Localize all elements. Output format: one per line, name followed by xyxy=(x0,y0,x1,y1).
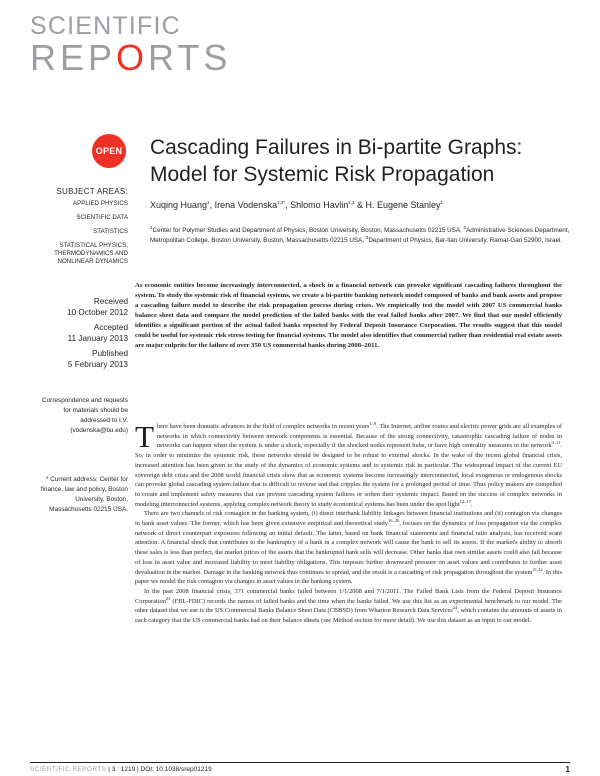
subject-areas xyxy=(18,187,128,272)
logo-line-2: REPORTS xyxy=(30,37,232,78)
accepted-label: Accepted xyxy=(93,323,128,332)
drop-cap: T xyxy=(135,419,154,454)
page-number: 1 xyxy=(565,765,570,774)
subject-link[interactable]: STATISTICAL PHYSICS, THERMODYNAMICS AND NONLINEAR DYNAMICS xyxy=(54,242,128,265)
subject-link[interactable]: APPLIED PHYSICS xyxy=(72,200,128,207)
author-list: Xuqing Huang$^1$, Irena Vodenska$^{1,2*}$, Shlomo Havlin$^{1,3}$ & H. Eugene Stanley$^1$ xyxy=(150,200,444,210)
logo-line-1: SCIENTIFIC xyxy=(30,12,181,40)
subject-link[interactable]: STATISTICS xyxy=(93,228,128,235)
article-body xyxy=(135,419,563,626)
published-label: Published xyxy=(92,349,128,358)
abstract: As economic entities become increasingly interconnected, a shock in a financial network can provoke significant cascading failures throughout the system. To study the systemic risk of financial systems, we create a bi-partite banking network model composed of banks and bank assets and propose a cascading failure model to describe the risk propagation process during crises. We empirically test the model with 2007 US commercial banks balance sheet data and compare the model prediction of the failed banks with the real failed banks after 2007. We find that our model efficiently identifies a significant portion of the actual failed banks reported by Federal Deposit Insurance Corporation. The results suggest that this model could be useful for systemic risk stress testing for financial systems. The model also identifies that commercial rather than residential real estate assets are major culprits for the failure of over 350 US commercial banks during 2008–2011. xyxy=(135,282,562,349)
journal-logo xyxy=(30,12,231,76)
published-date: 5 February 2013 xyxy=(67,360,128,369)
author-name: Irena Vodenska xyxy=(214,200,278,210)
author-name: Xuqing Huang xyxy=(150,200,208,210)
publication-dates xyxy=(18,296,128,374)
received-label: Received xyxy=(93,297,128,306)
open-access-badge: OPEN xyxy=(92,134,126,168)
footer-citation xyxy=(30,766,212,773)
subject-areas-heading: SUBJECT AREAS: xyxy=(56,187,128,196)
body-paragraph: There are two channels of risk contagion in the banking system, (i) direct interbank liability linkages between financial institutions and (ii) contagion via changes in bank asset values. The former, which has been given extensive empirical and theoretical study$^{16-20}$, focuses on the dynamics of loss propagation via the complex network of direct counterpart exposures following an initial default. The latter, based on bank financial statements and financial ratio analysis, has received scant attention. A financial shock that contributes to the bankruptcy of a bank in a complex network will cause the bank to sell its assets. If the market's ability to absorb these sales is less than perfect, the market prices of the assets that the bankrupted bank sells will decrease. Other banks that own similar assets could also fail because of loss in asset value and increased liability to meet liability obligations. This imposes further downward pressure on asset values and contributes to further asset devaluation in the market. Damage in the banking network thus continues to spread, and the result is a cascading of risk propagation throughout the system$^{21,22}$. In this paper we model the risk contagion via changes in asset values in the banking system. xyxy=(135,510,563,586)
article-title: Cascading Failures in Bi-partite Graphs: Model for Systemic Risk Propagation xyxy=(150,136,523,186)
footer-rule xyxy=(30,762,570,763)
affiliations: $^1$Center for Polymer Studies and Department of Physics, Boston University, Boston, Massachusetts 02215 USA, $^2$Administrative Sciences Department, Metropolitan College, Boston University, Boston, Massachusetts 02215 USA, $^3$Department of Physics, Bar-Ilan University, Ramat-Gan 52900, Israel. xyxy=(150,224,570,244)
author-name: H. Eugene Stanley xyxy=(365,200,441,210)
author-name: Shlomo Havlin xyxy=(290,200,349,210)
received-date: 10 October 2012 xyxy=(67,308,128,317)
body-paragraph: In the past 2008 financial crisis, 371 commercial banks failed between 1/1/2008 and 7/1/2011. The Failed Bank Lists from the Federal Deposit Insurance Corporation$^{23}$ (FBL-FDIC) records the names of failed banks and the time when the banks failed. We use this list as an experimental benchmark to our model. The other dataset that we use is the US Commercial Banks Balance Sheet Data (CBBSD) from Wharton Research Data Services$^{24}$, which contains the amounts of assets in each category that the US commercial banks had on their balance sheets (see Method section for more detail). We use this dataset as an input to our model. xyxy=(135,587,562,625)
current-address-note: * Current address: Center for finance, law and policy, Boston University, Boston, Massachusetts 02215 USA. xyxy=(40,476,128,513)
subject-link[interactable]: SCIENTIFIC DATA xyxy=(76,214,128,221)
footer-journal-name: SCIENTIFIC REPORTS xyxy=(30,766,107,773)
body-paragraph: There have been dramatic advances in the field of complex networks in recent years$^{1-9}$. The Internet, airline routes and electric power grids are all examples of networks in which connectivity between network components is essential. Because of the strong connectivity, catastrophic cascading failure of nodes in networks can happen when the system is under a shock, especially if the shocked nodes represent hubs, or have high centrality measures in the network$^{9-11}$. So, in order to minimize the systemic risk, these networks should be designed to be robust to external shocks. In the wake of the recent global financial crisis, increased attention has been given to the study of the dynamics of economic systems and to systemic risk in particular. The widespread impact of the current EU sovereign debt crisis and the 2008 world financial crisis show that as economic systems become increasingly interconnected, local exogenous or endogenous shocks can provoke global cascading system failure that is difficult to reverse and that cripples the system for a prolonged period of time. Thus policy makers are compelled to create and implement safety measures that can prevent cascading system failures or soften their systemic impact. Based on the success of complex networks in modeling interconnected systems, applying complex network theory to study economical systems has been under the spot light$^{12-17}$. xyxy=(135,419,562,508)
correspondence-note: Correspondence and requests for materials should be addressed to I.V. (vodenska@bu.edu) xyxy=(42,397,128,434)
footer-doi: | 3 : 1219 | DOI: 10.1038/srep01219 xyxy=(106,766,212,773)
accepted-date: 11 January 2013 xyxy=(67,334,128,343)
